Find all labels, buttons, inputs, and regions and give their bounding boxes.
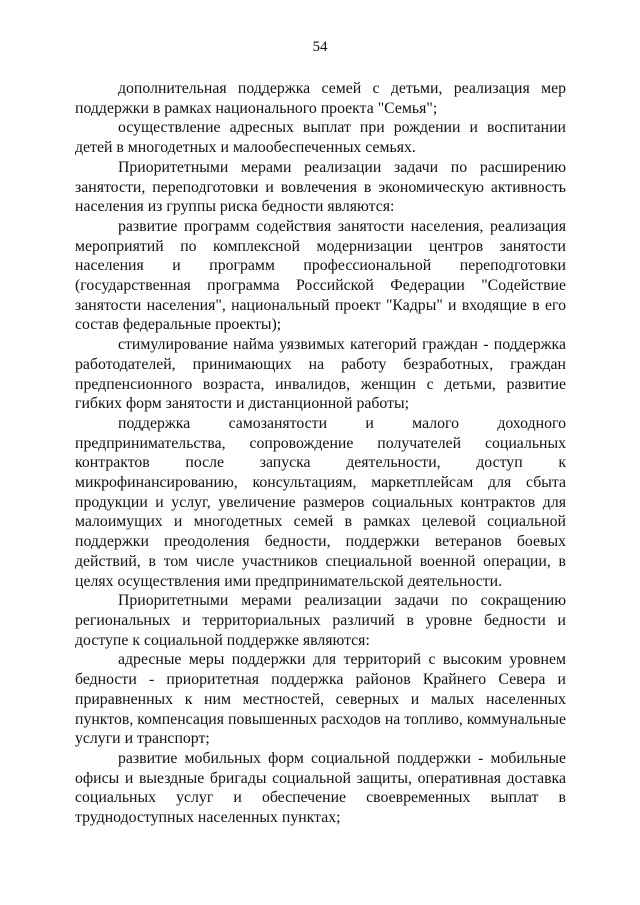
paragraph-9: развитие мобильных форм социальной поддержки - мобильные офисы и выездные бригады социальной защиты, оперативная доставка социальных услуг и обеспечение своевременных выплат в труднодоступных населенных пунктах; (75, 749, 566, 827)
paragraph-2: осуществление адресных выплат при рождении и воспитании детей в многодетных и малообеспеченных семьях. (75, 119, 566, 157)
document-body (75, 79, 566, 828)
paragraph-6: поддержка самозанятости и малого доходного предпринимательства, сопровождение получателей социальных контрактов после запуска деятельности, доступ к микрофинансированию, консультациям, маркетплейсам для сбыта продукции и услуг, увеличение размеров социальных контрактов для малоимущих и многодетных семей в рамках целевой социальной поддержки преодоления бедности, поддержки ветеранов боевых действий, в том числе участников специальной военной операции, в целях осуществления ими предпринимательской деятельности. (75, 414, 566, 590)
paragraph-4: развитие программ содействия занятости населения, реализация мероприятий по комплексной модернизации центров занятости населения и программ профессиональной переподготовки (государственная программа Российской Федерации "Содействие занятости населения", национальный проект "Кадры" и входящие в его состав федеральные проекты); (75, 217, 566, 334)
paragraph-7: Приоритетными мерами реализации задачи по сокращению региональных и территориальных различий в уровне бедности и доступе к социальной поддержке являются: (75, 592, 566, 649)
paragraph-5: стимулирование найма уязвимых категорий граждан - поддержка работодателей, принимающих на работу безработных, граждан предпенсионного возраста, инвалидов, женщин с детьми, развитие гибких форм занятости и дистанционной работы; (75, 336, 566, 413)
page-number: 54 (312, 39, 328, 55)
paragraph-3: Приоритетными мерами реализации задачи по расширению занятости, переподготовки и вовлечения в экономическую активность населения из группы риска бедности являются: (75, 158, 566, 216)
paragraph-1: дополнительная поддержка семей с детьми, реализация мер поддержки в рамках национального проекта "Семья"; (75, 80, 566, 117)
paragraph-8: адресные меры поддержки для территорий с высоким уровнем бедности - приоритетная поддержка районов Крайнего Севера и приравненных к ним местностей, северных и малых населенных пунктов, компенсация повышенных расходов на топливо, коммунальные услуги и транспорт; (75, 651, 566, 748)
